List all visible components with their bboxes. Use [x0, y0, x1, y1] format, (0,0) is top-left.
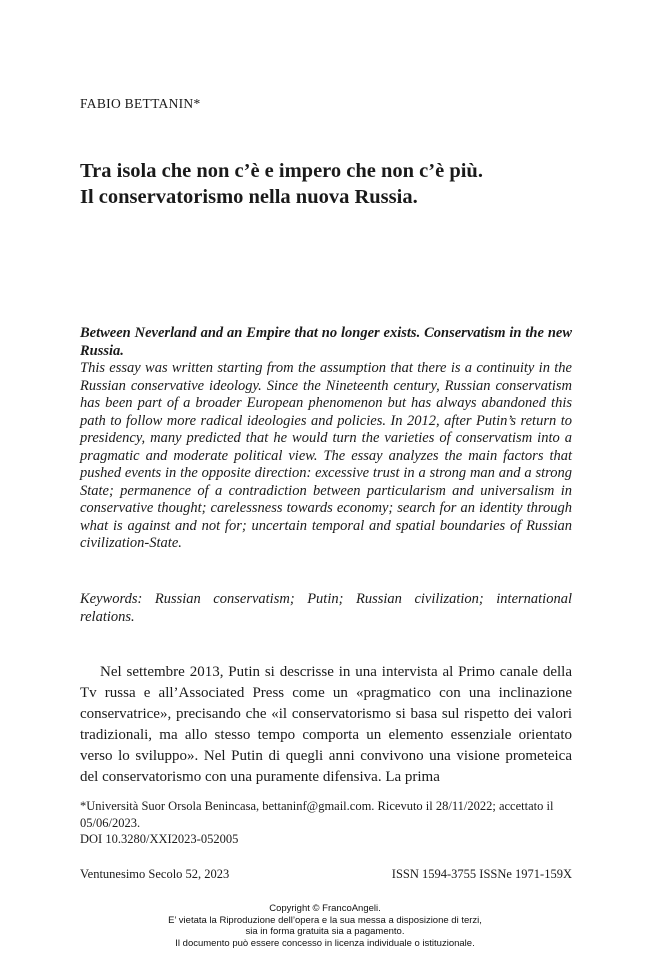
body-paragraph: Nel settembre 2013, Putin si descrisse in una intervista al Primo canale della Tv russa e all’Associated Press come un «pragmatico con una inclinazione conservatrice», precisando che «il conservatorismo si basa sul rispetto dei valori tradizionali, ma allo stesso tempo comporta un elemento essenziale orientato verso lo sviluppo». Nel Putin di quegli anni convivono una visione prometeica del conservatorismo con una puramente difensiva. La prima	[80, 664, 572, 785]
abstract	[80, 325, 572, 553]
journal-info: Ventunesimo Secolo 52, 2023	[80, 867, 230, 881]
footnote-affiliation: *Università Suor Orsola Benincasa, bettaninf@gmail.com. Ricevuto il 28/11/2022; accettato il 05/06/2023.	[80, 799, 554, 830]
keywords: Keywords: Russian conservatism; Putin; Russian civilization; international relations.	[80, 591, 572, 625]
abstract-text: This essay was written starting from the assumption that there is a continuity in the Russian conservative ideology. Since the Nineteenth century, Russian conservatism has been part of a broader European phenomenon but has always abandoned this path to follow more radical ideologies and policies. In 2012, after Putin’s return to presidency, many predicted that he would turn the varieties of conservatism into a pragmatic and moderate political view. The essay analyzes the main factors that pushed events in the opposite direction: excessive trust in a strong man and a strong State; permanence of a contradiction between particularism and universalism in conservative thought; carelessness towards economy; search for an identity through what is against and not for; uncertain temporal and spatial boundaries of Russian civilization-State.	[80, 360, 572, 551]
footnote-doi: DOI 10.3280/XXI2023-052005	[80, 832, 239, 846]
article-title	[80, 158, 580, 210]
title-line-1: Tra isola che non c’è e impero che non c’è più.	[80, 160, 483, 182]
footnote	[80, 798, 575, 848]
copyright-line-3: sia in forma gratuita sia a pagamento.	[245, 926, 405, 937]
issn-info: ISSN 1594-3755 ISSNe 1971-159X	[391, 867, 572, 881]
copyright-line-2: E’ vietata la Riproduzione dell’opera e la sua messa a disposizione di terzi,	[168, 914, 482, 926]
copyright-line-1: Copyright © FrancoAngeli.	[269, 903, 381, 914]
copyright-notice	[0, 903, 650, 949]
author-name: FABIO BETTANIN*	[80, 96, 201, 111]
copyright-line-4: Il documento può essere concesso in licenza individuale o istituzionale.	[175, 937, 475, 949]
title-line-2: Il conservatorismo nella nuova Russia.	[80, 186, 418, 208]
abstract-heading: Between Neverland and an Empire that no longer exists. Conservatism in the new Russia.	[80, 325, 572, 359]
